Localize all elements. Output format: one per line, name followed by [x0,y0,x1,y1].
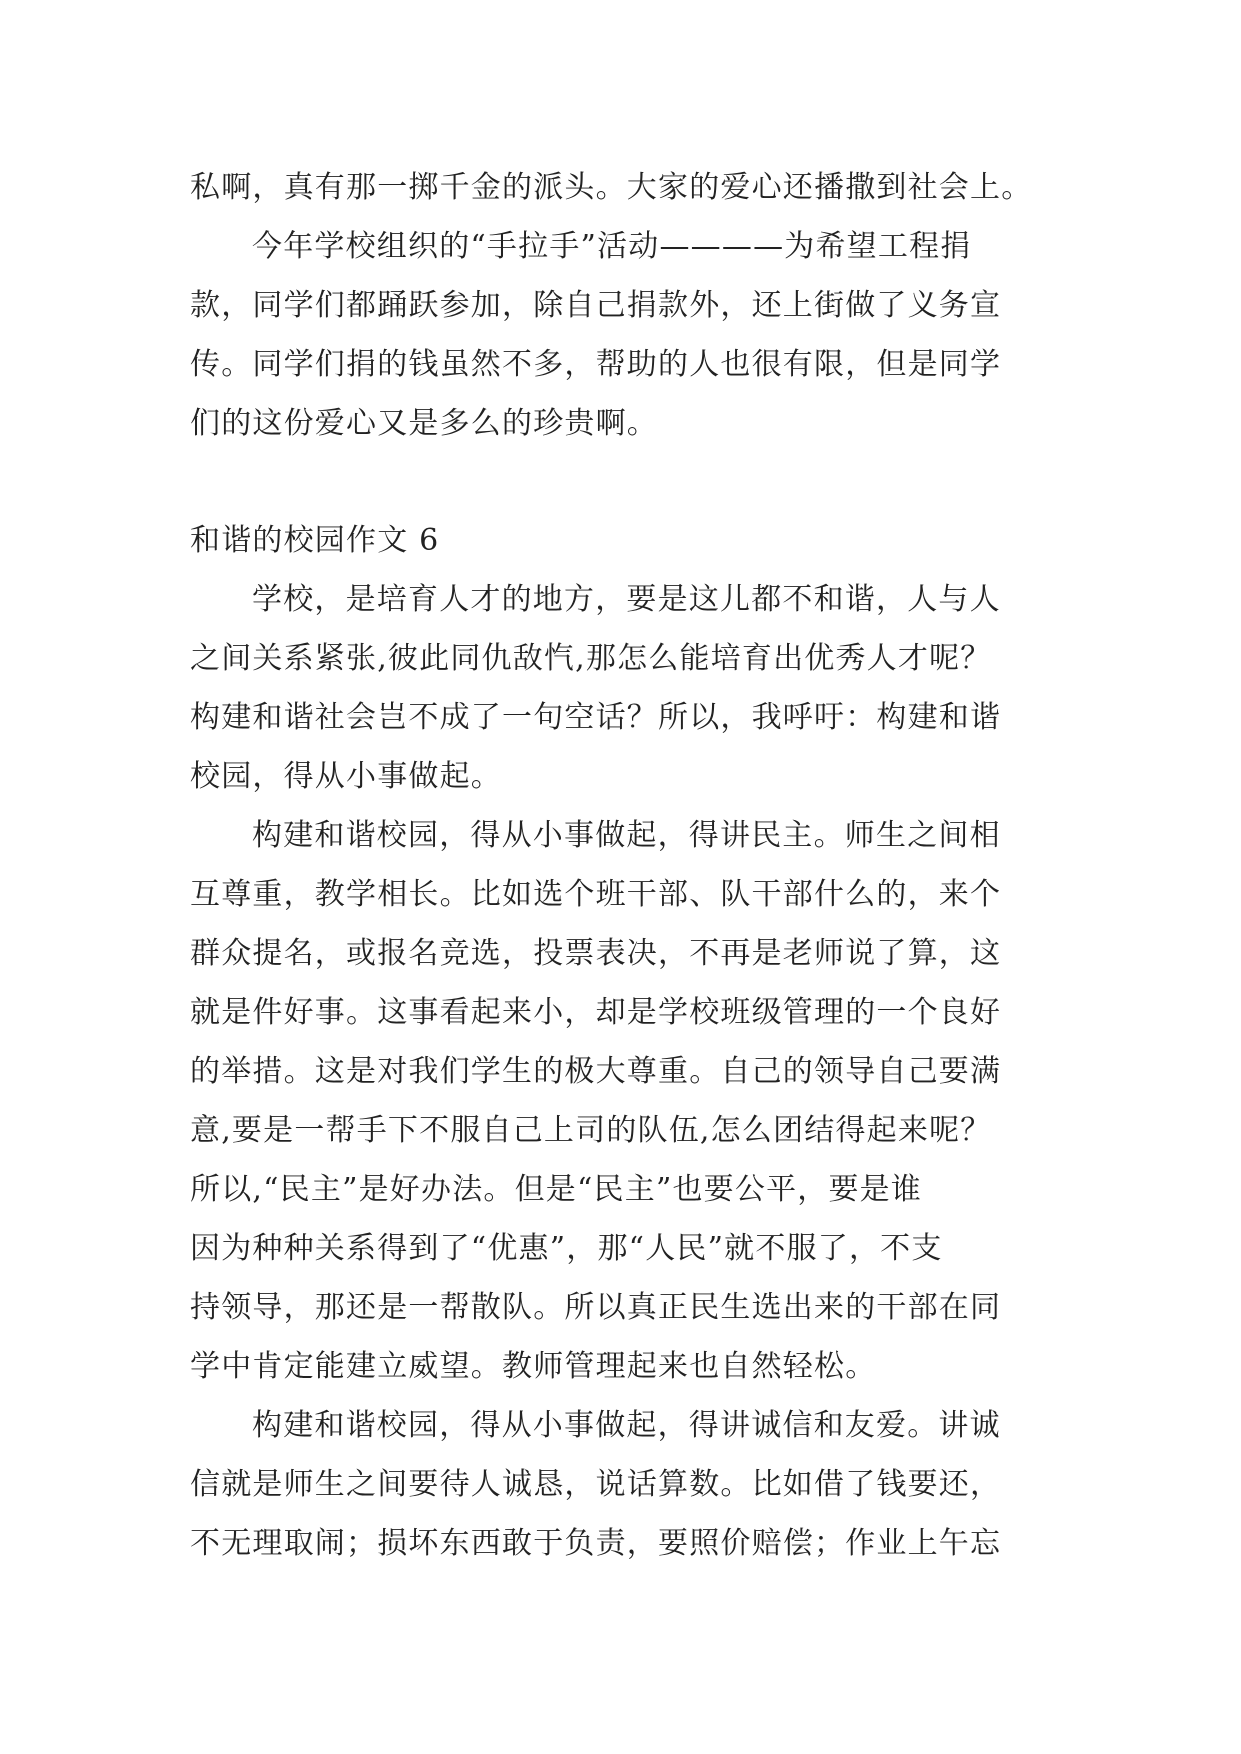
text-line: 们的这份爱心又是多么的珍贵啊。 [190,406,658,441]
text-line: 传。同学们捐的钱虽然不多，帮助的人也很有限，但是同学 [190,347,1002,382]
text-line: 就是件好事。这事看起来小，却是学校班级管理的一个良好 [190,995,1002,1030]
text-line: 的举措。这是对我们学生的极大尊重。自己的领导自己要满 [190,1054,1002,1089]
section-gap [190,453,1050,511]
text-line: 互尊重，教学相长。比如选个班干部、队干部什么的，来个 [190,877,1002,912]
text-line: 构建和谐校园，得从小事做起，得讲民主。师生之间相 [252,818,1001,853]
text-line: 因为种种关系得到了“优惠”，那“人民”就不服了，不支 [190,1231,943,1266]
text-line: 私啊，真有那一掷千金的派头。大家的爱心还播撒到社会上。 [190,170,1033,205]
text-line: 不无理取闹；损坏东西敢于负责，要照价赔偿；作业上午忘 [190,1526,1002,1561]
text-line: 所以,“民主”是好办法。但是“民主”也要公平，要是谁 [190,1172,923,1207]
text-line: 之间关系紧张,彼此同仇敌忾,那怎么能培育出优秀人才呢？ [190,641,992,676]
paragraph-1 [190,158,1050,217]
text-line: 构建和谐校园，得从小事做起，得讲诚信和友爱。讲诚 [252,1408,1001,1443]
text-line: 款，同学们都踊跃参加，除自己捐款外，还上街做了义务宣 [190,288,1002,323]
text-line: 意,要是一帮手下不服自己上司的队伍,怎么团结得起来呢？ [190,1113,992,1148]
paragraph-4 [190,806,1050,1396]
text-line: 学中肯定能建立威望。教师管理起来也自然轻松。 [190,1349,877,1384]
text-line: 群众提名，或报名竞选，投票表决，不再是老师说了算，这 [190,936,1002,971]
document-body [190,158,1050,1573]
text-line: 持领导，那还是一帮散队。所以真正民生选出来的干部在同 [190,1290,1002,1325]
text-line: 学校，是培育人才的地方，要是这儿都不和谐，人与人 [252,582,1001,617]
paragraph-2 [190,217,1050,453]
section-title: 和谐的校园作文 6 [190,523,440,558]
paragraph-3 [190,570,1050,806]
text-line: 今年学校组织的“手拉手”活动————为希望工程捐 [252,229,972,264]
paragraph-5 [190,1396,1050,1573]
text-line: 校园，得从小事做起。 [190,759,502,794]
text-line: 信就是师生之间要待人诚恳，说话算数。比如借了钱要还， [190,1467,1002,1502]
text-line: 构建和谐社会岂不成了一句空话？所以，我呼吁：构建和谐 [190,700,1002,735]
